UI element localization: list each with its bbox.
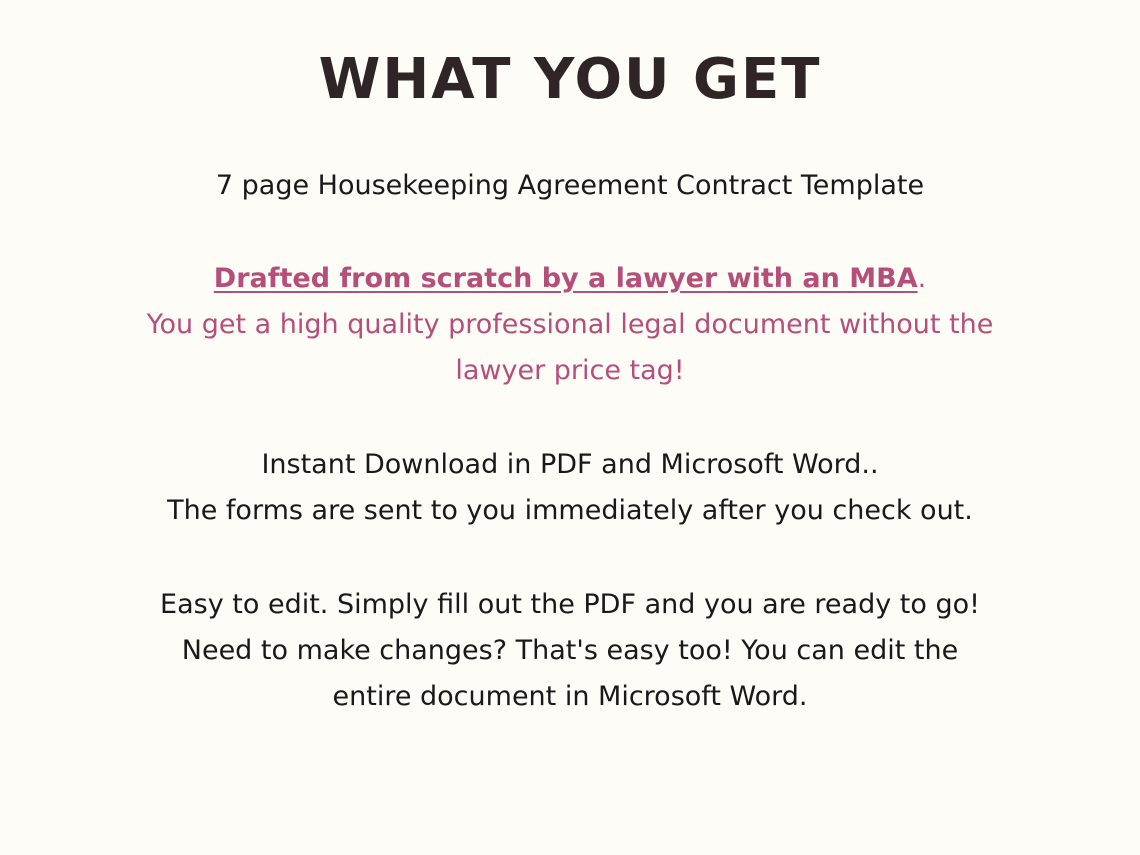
editing-info-block [0, 582, 1140, 720]
highlight-line-3: lawyer price tag! [455, 355, 685, 386]
lawyer-highlight-block [0, 256, 1140, 394]
product-description-block [0, 163, 1140, 209]
download-line-1: Instant Download in PDF and Microsoft Word.. [261, 449, 879, 480]
page-title: WHAT YOU GET [318, 47, 822, 112]
editing-line-3: entire document in Microsoft Word. [332, 681, 808, 712]
download-line-2: The forms are sent to you immediately after you check out. [167, 495, 973, 526]
highlight-line-1 [0, 256, 1140, 302]
download-info-block [0, 442, 1140, 534]
editing-line-2: Need to make changes? That's easy too! You can edit the [181, 635, 959, 666]
highlight-line-2: You get a high quality professional legal document without the [146, 309, 994, 340]
product-line: 7 page Housekeeping Agreement Contract Template [215, 170, 925, 201]
editing-line-1: Easy to edit. Simply fill out the PDF and you are ready to go! [160, 589, 980, 620]
link-suffix: . [917, 263, 927, 294]
lawyer-link[interactable]: Drafted from scratch by a lawyer with an MBA [213, 263, 918, 294]
